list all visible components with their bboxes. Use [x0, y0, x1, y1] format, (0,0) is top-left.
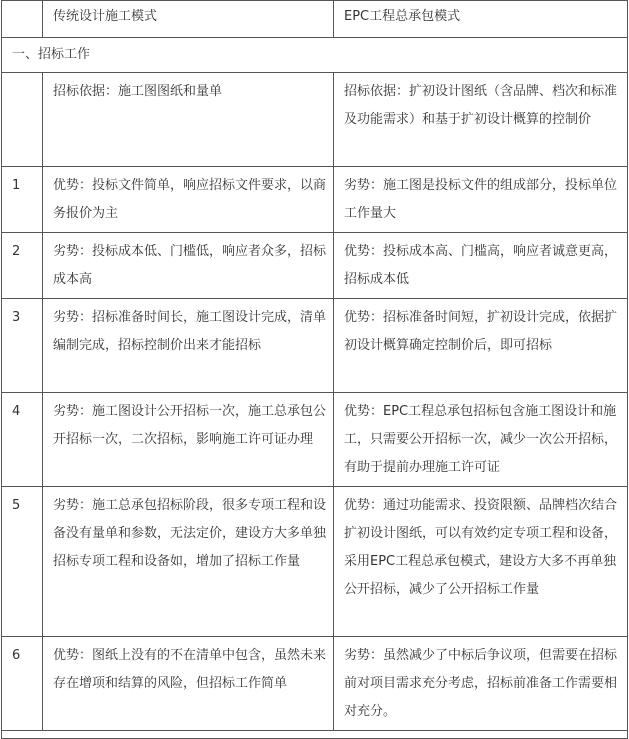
table-header-row	[2, 1, 628, 38]
table-tail-row	[2, 731, 628, 739]
epc-cell: 优势：EPC工程总承包招标包含施工图设计和施工，只需要公开招标一次，减少一次公开招标，有助于提前办理施工许可证	[334, 393, 628, 487]
header-cell-epc: EPC工程总承包模式	[334, 1, 628, 38]
header-cell-index	[2, 1, 43, 38]
epc-cell: 优势：通过功能需求、投资限额、品牌档次结合扩初设计图纸，可以有效约定专项工程和设备，采用EPC工程总承包模式，建设方大多不再单独公开招标，减少了公开招标工作量	[334, 487, 628, 637]
row-number: 2	[2, 233, 43, 299]
comparison-table	[1, 0, 628, 739]
epc-cell: 招标依据：扩初设计图纸（含品牌、档次和标准及功能需求）和基于扩初设计概算的控制价	[334, 73, 628, 167]
table-row	[2, 393, 628, 487]
row-number: 1	[2, 167, 43, 233]
row-number	[2, 73, 43, 167]
traditional-cell: 劣势：施工总承包招标阶段，很多专项工程和设备没有量单和参数，无法定价，建设方大多单独招标专项工程和设备如，增加了招标工作量	[43, 487, 334, 637]
traditional-cell: 招标依据：施工图图纸和量单	[43, 73, 334, 167]
section-title: 一、招标工作	[2, 38, 628, 73]
epc-cell: 劣势：虽然减少了中标后争议项，但需要在招标前对项目需求充分考虑，招标前准备工作需要相对充分。	[334, 637, 628, 731]
traditional-cell: 优势：图纸上没有的不在清单中包含，虽然未来存在增项和结算的风险，但招标工作简单	[43, 637, 334, 731]
table-row	[2, 487, 628, 637]
row-number: 4	[2, 393, 43, 487]
row-number: 5	[2, 487, 43, 637]
table-row	[2, 637, 628, 731]
section-row	[2, 38, 628, 73]
traditional-cell: 劣势：投标成本低、门槛低，响应者众多，招标成本高	[43, 233, 334, 299]
table-tail-cell	[2, 731, 628, 739]
row-number: 3	[2, 299, 43, 393]
traditional-cell: 优势：投标文件简单，响应招标文件要求，以商务报价为主	[43, 167, 334, 233]
table-row	[2, 167, 628, 233]
row-number: 6	[2, 637, 43, 731]
traditional-cell: 劣势：招标准备时间长，施工图设计完成，清单编制完成，招标控制价出来才能招标	[43, 299, 334, 393]
header-cell-traditional: 传统设计施工模式	[43, 1, 334, 38]
traditional-cell: 劣势：施工图设计公开招标一次，施工总承包公开招标一次，二次招标，影响施工许可证办理	[43, 393, 334, 487]
table-row	[2, 233, 628, 299]
epc-cell: 劣势：施工图是投标文件的组成部分，投标单位工作量大	[334, 167, 628, 233]
epc-cell: 优势：投标成本高、门槛高，响应者诚意更高，招标成本低	[334, 233, 628, 299]
table-row	[2, 73, 628, 167]
table-row	[2, 299, 628, 393]
epc-cell: 优势：招标准备时间短，扩初设计完成，依据扩初设计概算确定控制价后，即可招标	[334, 299, 628, 393]
